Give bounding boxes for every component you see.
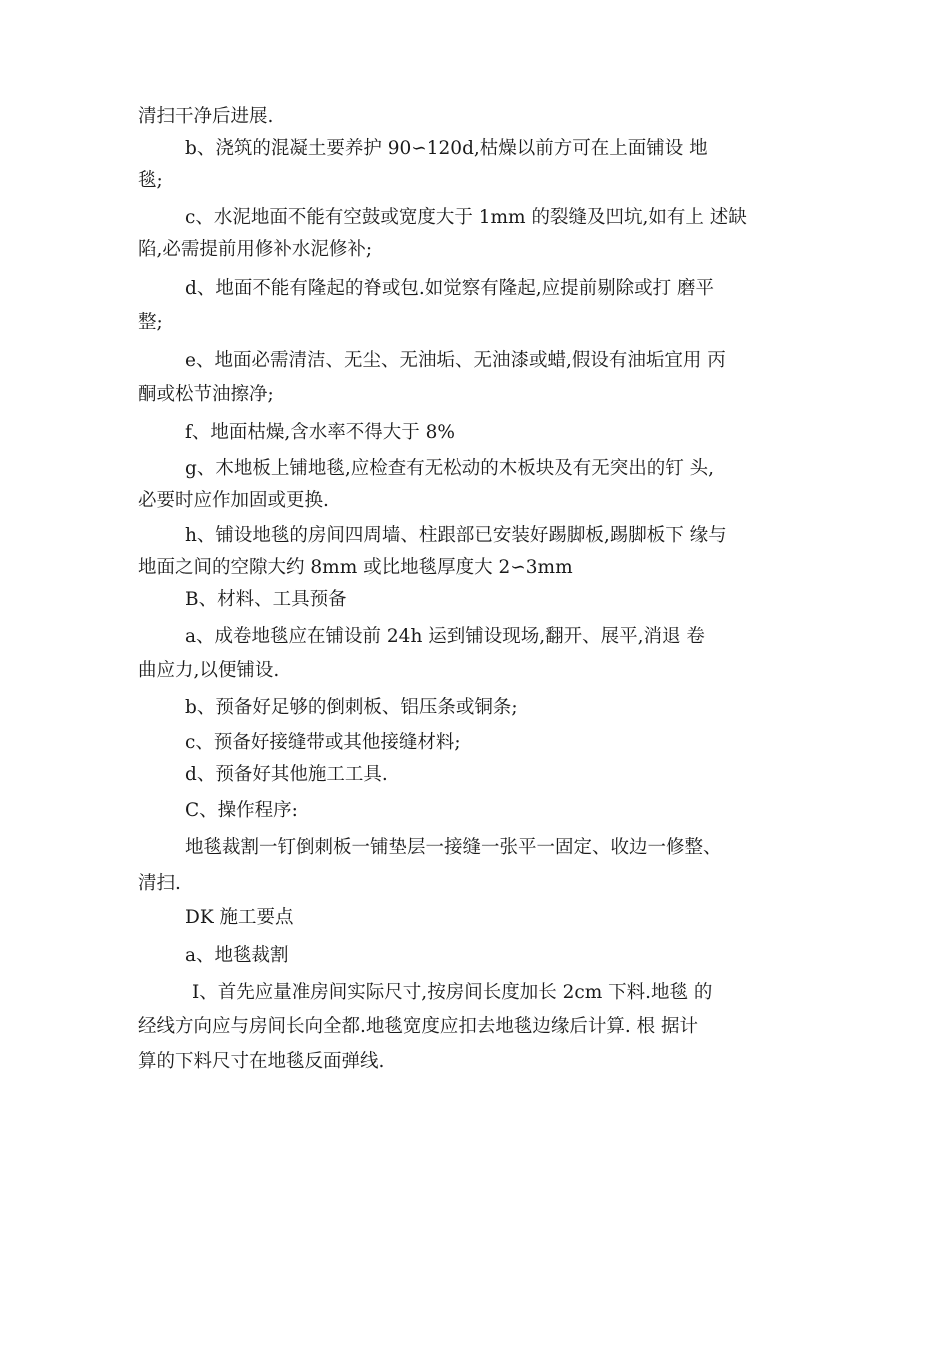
text-line-21: C、操作程序: bbox=[185, 800, 298, 821]
text-line-27: 经线方向应与房间长向全都.地毯宽度应扣去地毯边缘后计算. 根 据计 bbox=[138, 1016, 699, 1037]
text-line-18: b、预备好足够的倒刺板、铝压条或铜条; bbox=[185, 697, 518, 718]
text-line-11: g、木地板上铺地毯,应检查有无松动的木板块及有无突出的钉 头, bbox=[185, 458, 714, 479]
text-line-26: I、首先应量准房间实际尺寸,按房间长度加长 2cm 下料.地毯 的 bbox=[192, 982, 713, 1003]
text-line-23: 清扫. bbox=[138, 873, 181, 894]
text-line-14: 地面之间的空隙大约 8mm 或比地毯厚度大 2∽3mm bbox=[138, 557, 573, 578]
text-line-20: d、预备好其他施工工具. bbox=[185, 764, 388, 785]
text-line-1: 清扫干净后进展. bbox=[138, 106, 274, 127]
text-line-22: 地毯裁割一钉倒刺板一铺垫层一接缝一张平一固定、收边一修整、 bbox=[185, 837, 722, 858]
text-line-19: c、预备好接缝带或其他接缝材料; bbox=[185, 732, 461, 753]
text-line-8: e、地面必需清洁、无尘、无油垢、无油漆或蜡,假设有油垢宜用 丙 bbox=[185, 350, 726, 371]
text-line-16: a、成卷地毯应在铺设前 24h 运到铺设现场,翻开、展平,消退 卷 bbox=[185, 626, 705, 647]
text-line-28: 算的下料尺寸在地毯反面弹线. bbox=[138, 1051, 385, 1072]
text-line-2: b、浇筑的混凝土要养护 90∽120d,枯燥以前方可在上面铺设 地 bbox=[185, 138, 708, 159]
text-line-17: 曲应力,以便铺设. bbox=[138, 660, 280, 681]
text-line-6: d、地面不能有隆起的脊或包.如觉察有隆起,应提前剔除或打 磨平 bbox=[185, 278, 714, 299]
text-line-15: B、材料、工具预备 bbox=[185, 589, 347, 610]
text-line-25: a、地毯裁割 bbox=[185, 945, 289, 966]
text-line-12: 必要时应作加固或更换. bbox=[138, 490, 329, 511]
text-line-9: 酮或松节油擦净; bbox=[138, 384, 274, 405]
text-line-13: h、铺设地毯的房间四周墙、柱跟部已安装好踢脚板,踢脚板下 缘与 bbox=[185, 525, 727, 546]
text-line-5: 陷,必需提前用修补水泥修补; bbox=[138, 239, 373, 260]
text-line-10: f、地面枯燥,含水率不得大于 8% bbox=[185, 422, 455, 443]
text-line-3: 毯; bbox=[138, 170, 163, 191]
text-line-7: 整; bbox=[138, 312, 163, 333]
text-line-24: DK 施工要点 bbox=[185, 907, 294, 928]
text-line-4: c、水泥地面不能有空鼓或宽度大于 1mm 的裂缝及凹坑,如有上 述缺 bbox=[185, 207, 747, 228]
